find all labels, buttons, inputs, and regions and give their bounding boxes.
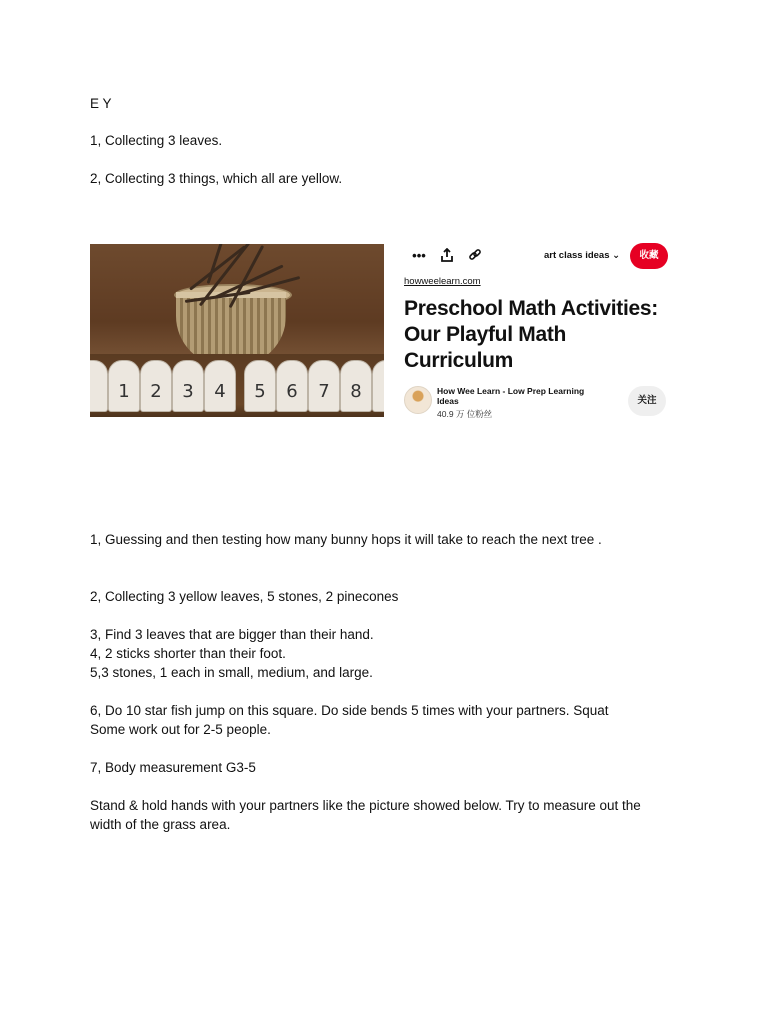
tube: 2 <box>140 360 172 412</box>
share-icon[interactable] <box>438 248 456 264</box>
tube: 8 <box>340 360 372 412</box>
source-link[interactable]: howweelearn.com <box>404 276 481 287</box>
tube-row <box>90 354 384 417</box>
avatar[interactable] <box>404 386 432 414</box>
activity-item: Stand & hold hands with your partners like the picture showed below. Try to measure out the <box>90 798 641 813</box>
tube: 6 <box>276 360 308 412</box>
tube: 3 <box>172 360 204 412</box>
ey-item: 2, Collecting 3 things, which all are yellow. <box>90 171 343 186</box>
tube: 7 <box>308 360 340 412</box>
section-heading: E Y <box>90 96 112 111</box>
activity-item: 6, Do 10 star fish jump on this square. Do side bends 5 times with your partners. Squat <box>90 703 609 718</box>
pin-card <box>396 238 676 418</box>
tube <box>372 360 384 412</box>
board-label: art class ideas <box>544 250 610 261</box>
board-selector[interactable] <box>544 250 620 261</box>
pin-title: Preschool Math Activities: Our Playful Math Curriculum <box>404 297 658 372</box>
pin-author[interactable]: How Wee Learn - Low Prep Learning Ideas <box>437 386 585 406</box>
activity-item: 2, Collecting 3 yellow leaves, 5 stones, 2 pinecones <box>90 589 399 604</box>
more-icon[interactable]: ••• <box>412 248 426 263</box>
activity-item: Some work out for 2-5 people. <box>90 722 271 737</box>
tube: 5 <box>244 360 276 412</box>
save-button[interactable]: 收藏 <box>630 243 668 269</box>
chevron-down-icon: ⌄ <box>612 250 621 261</box>
tube <box>90 360 108 412</box>
follower-count: 40.9 万 位粉丝 <box>437 409 493 419</box>
pin-toolbar <box>396 238 676 274</box>
ey-item: 1, Collecting 3 leaves. <box>90 133 223 148</box>
link-icon[interactable] <box>466 248 484 264</box>
activity-item: width of the grass area. <box>90 817 231 832</box>
tube: 4 <box>204 360 236 412</box>
counting-sticks-photo <box>90 244 384 417</box>
activity-item: 3, Find 3 leaves that are bigger than their hand. <box>90 627 374 642</box>
tube: 1 <box>108 360 140 412</box>
activity-item: 5,3 stones, 1 each in small, medium, and large. <box>90 665 373 680</box>
activity-item: 4, 2 sticks shorter than their foot. <box>90 646 286 661</box>
activity-item: 7, Body measurement G3-5 <box>90 760 256 775</box>
follow-button[interactable]: 关注 <box>628 386 666 416</box>
activity-item: 1, Guessing and then testing how many bunny hops it will take to reach the next tree . <box>90 532 602 547</box>
